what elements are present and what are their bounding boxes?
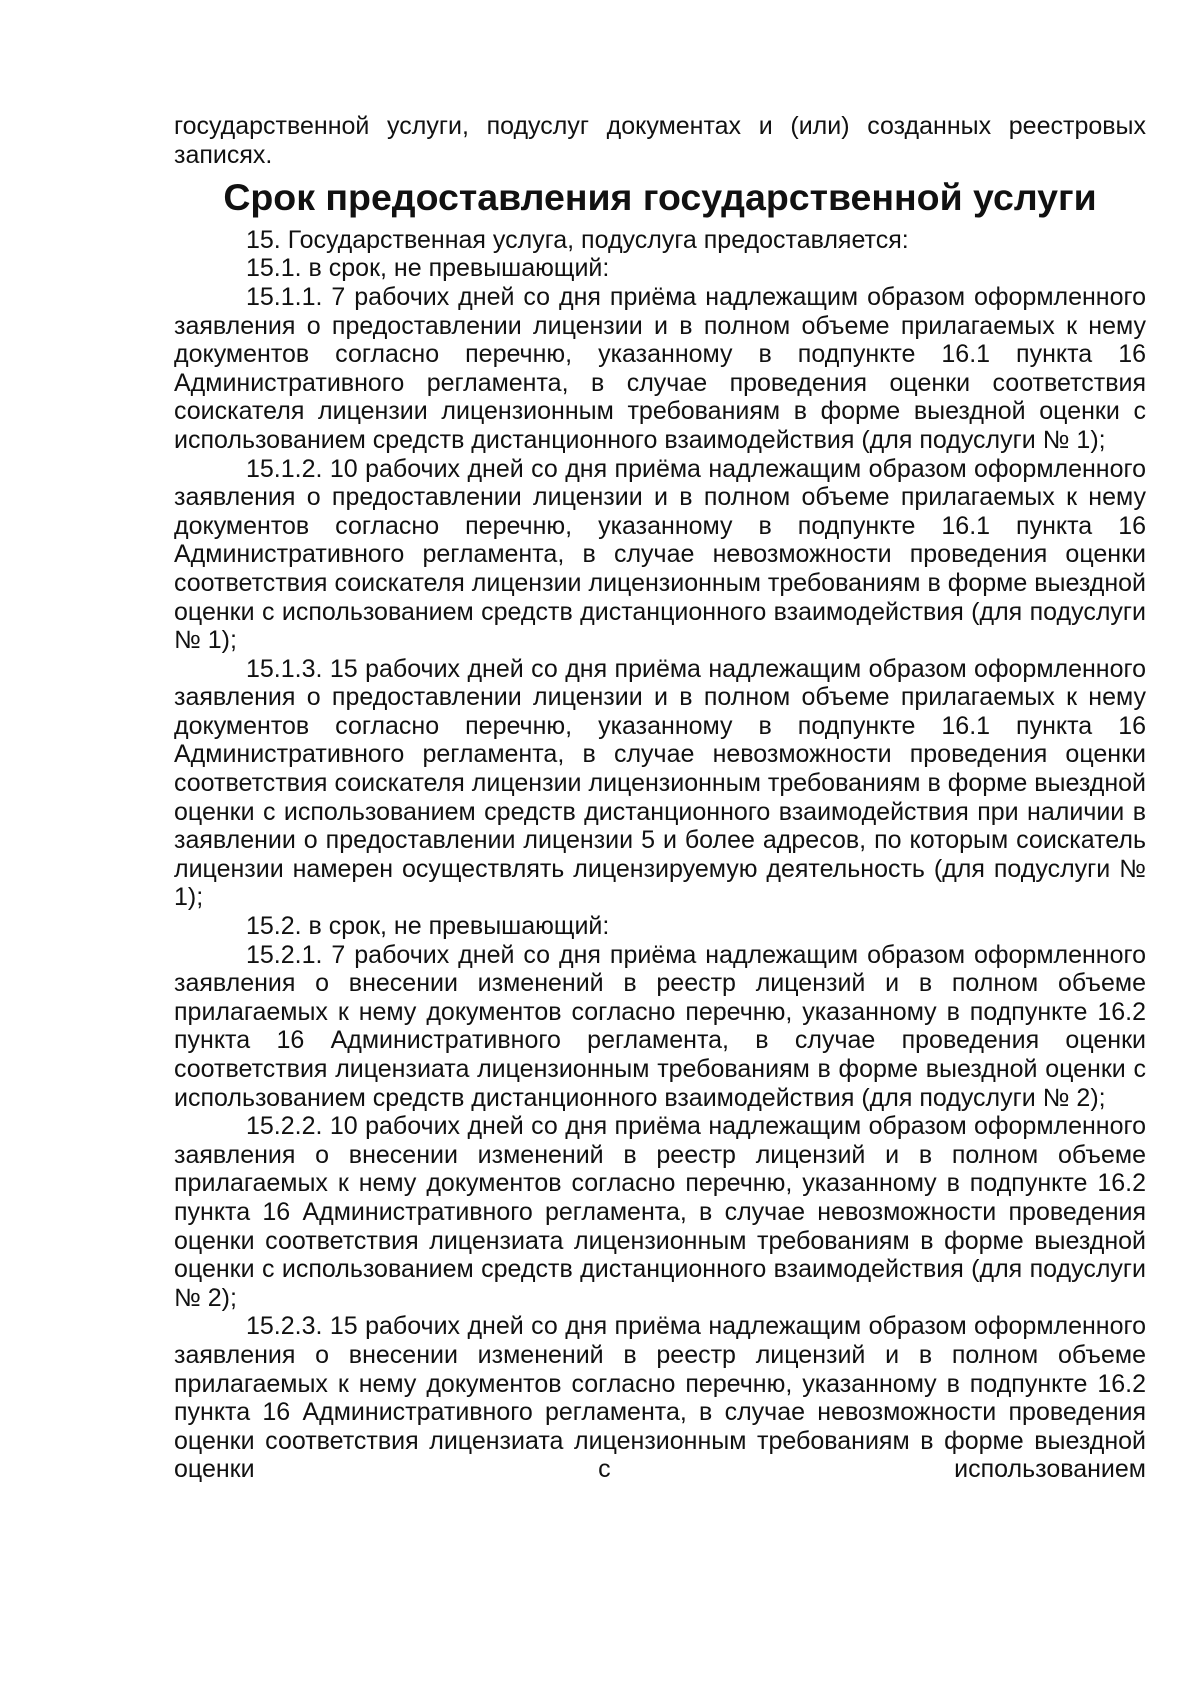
paragraph-15: 15. Государственная услуга, подуслуга предоставляется:	[246, 225, 909, 254]
paragraph-15-2-2: 15.2.2. 10 рабочих дней со дня приёма надлежащим образом оформленного заявления о внесении изменений в реестр лицензий и в полном объеме прилагаемых к нему документов согласно перечню, указанному в подпункте 16.2 пункта 16 Административного регламента, в случае невозможности проведения оценки соответствия лицензиата лицензионным требованиям в форме выездной оценки с использованием средств дистанционного взаимодействия (для подуслуги № 2);	[174, 1112, 1146, 1312]
section-heading: Срок предоставления государственной услуги	[223, 176, 1097, 219]
paragraph-15-1: 15.1. в срок, не превышающий:	[246, 254, 610, 283]
document-page	[174, 112, 1146, 1484]
paragraph-15-2: 15.2. в срок, не превышающий:	[246, 912, 610, 941]
paragraph-15-2-1: 15.2.1. 7 рабочих дней со дня приёма надлежащим образом оформленного заявления о внесении изменений в реестр лицензий и в полном объеме прилагаемых к нему документов согласно перечню, указанному в подпункте 16.2 пункта 16 Административного регламента, в случае проведения оценки соответствия лицензиата лицензионным требованиям в форме выездной оценки с использованием средств дистанционного взаимодействия (для подуслуги № 2);	[174, 940, 1146, 1112]
paragraph-15-1-2: 15.1.2. 10 рабочих дней со дня приёма надлежащим образом оформленного заявления о предоставлении лицензии и в полном объеме прилагаемых к нему документов согласно перечню, указанному в подпункте 16.1 пункта 16 Административного регламента, в случае невозможности проведения оценки соответствия соискателя лицензии лицензионным требованиям в форме выездной оценки с использованием средств дистанционного взаимодействия (для подуслуги № 1);	[174, 454, 1146, 655]
paragraph-15-2-3: 15.2.3. 15 рабочих дней со дня приёма надлежащим образом оформленного заявления о внесении изменений в реестр лицензий и в полном объеме прилагаемых к нему документов согласно перечню, указанному в подпункте 16.2 пункта 16 Административного регламента, в случае невозможности проведения оценки соответствия лицензиата лицензионным требованиям в форме выездной оценки с использованием	[174, 1312, 1146, 1484]
paragraph-15-1-1: 15.1.1. 7 рабочих дней со дня приёма надлежащим образом оформленного заявления о предоставлении лицензии и в полном объеме прилагаемых к нему документов согласно перечню, указанному в подпункте 16.1 пункта 16 Административного регламента, в случае проведения оценки соответствия соискателя лицензии лицензионным требованиям в форме выездной оценки с использованием средств дистанционного взаимодействия (для подуслуги № 1);	[174, 282, 1146, 454]
continuation-paragraph: государственной услуги, подуслуг документах и (или) созданных реестровых записях.	[174, 112, 1146, 169]
paragraph-15-1-3: 15.1.3. 15 рабочих дней со дня приёма надлежащим образом оформленного заявления о предоставлении лицензии и в полном объеме прилагаемых к нему документов согласно перечню, указанному в подпункте 16.1 пункта 16 Административного регламента, в случае невозможности проведения оценки соответствия соискателя лицензии лицензионным требованиям в форме выездной оценки с использованием средств дистанционного взаимодействия при наличии в заявлении о предоставлении лицензии 5 и более адресов, по которым соискатель лицензии намерен осуществлять лицензируемую деятельность (для подуслуги № 1);	[174, 654, 1146, 912]
